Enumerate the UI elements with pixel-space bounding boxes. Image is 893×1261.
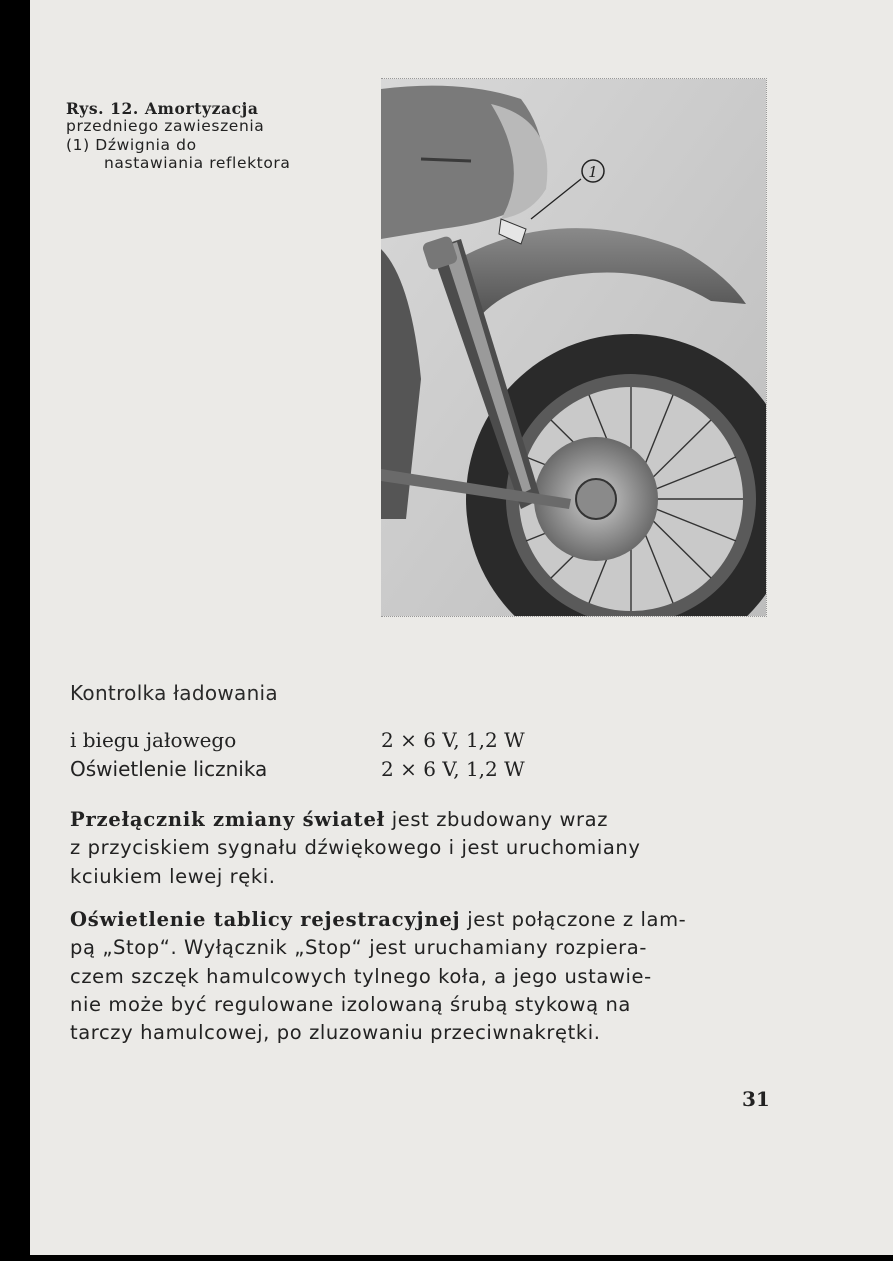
paragraph-plate-light (70, 906, 770, 1047)
paragraph-line: nie może być regulowane izolowaną śrubą stykową na (70, 992, 631, 1016)
paragraph-line: tarczy hamulcowej, po zluzowaniu przeciwnakrętki. (70, 1021, 601, 1045)
paragraph-text: jest zbudowany wraz (391, 808, 609, 831)
paragraph-line (70, 906, 770, 934)
spec-label: Oświetlenie licznika (70, 757, 268, 781)
motorcycle-front-wheel-photo (381, 78, 767, 617)
paragraph-line (70, 806, 770, 834)
paragraph-line: kciukiem lewej ręki. (70, 864, 276, 888)
scan-left-edge (0, 0, 30, 1261)
legend-text-2: nastawiania reflektora (104, 153, 291, 172)
paragraph-line: pą „Stop“. Wyłącznik „Stop“ jest uruchamiany rozpiera- (70, 936, 647, 960)
paragraph-line: z przyciskiem sygnału dźwiękowego i jest uruchomiany (70, 836, 641, 860)
spec-heading: Kontrolka ładowania (70, 681, 278, 705)
paragraph-text: jest połączone z lam- (467, 908, 687, 931)
spec-value: 2 × 6 V, 1,2 W (381, 757, 525, 781)
paragraph-line: czem szczęk hamulcowych tylnego koła, a jego ustawie- (70, 964, 652, 988)
legend-text-1: Dźwignia do (95, 136, 197, 154)
legend-number: (1) (66, 136, 90, 154)
scan-bottom-edge (0, 1255, 893, 1261)
figure-caption-title: Rys. 12. Amortyzacja (66, 99, 259, 118)
bold-term: Przełącznik zmiany świateł (70, 808, 385, 831)
spec-label: i biegu jałowego (70, 728, 237, 752)
bold-term: Oświetlenie tablicy rejestracyjnej (70, 908, 461, 931)
page-number: 31 (742, 1087, 770, 1111)
callout-label: 1 (588, 163, 598, 181)
paragraph-switch (70, 806, 770, 891)
spec-value: 2 × 6 V, 1,2 W (381, 728, 525, 752)
figure-caption (66, 100, 366, 172)
photo-illustration (381, 79, 766, 616)
figure-caption-title-2: przedniego zawieszenia (66, 116, 265, 135)
figure-legend (66, 137, 366, 172)
